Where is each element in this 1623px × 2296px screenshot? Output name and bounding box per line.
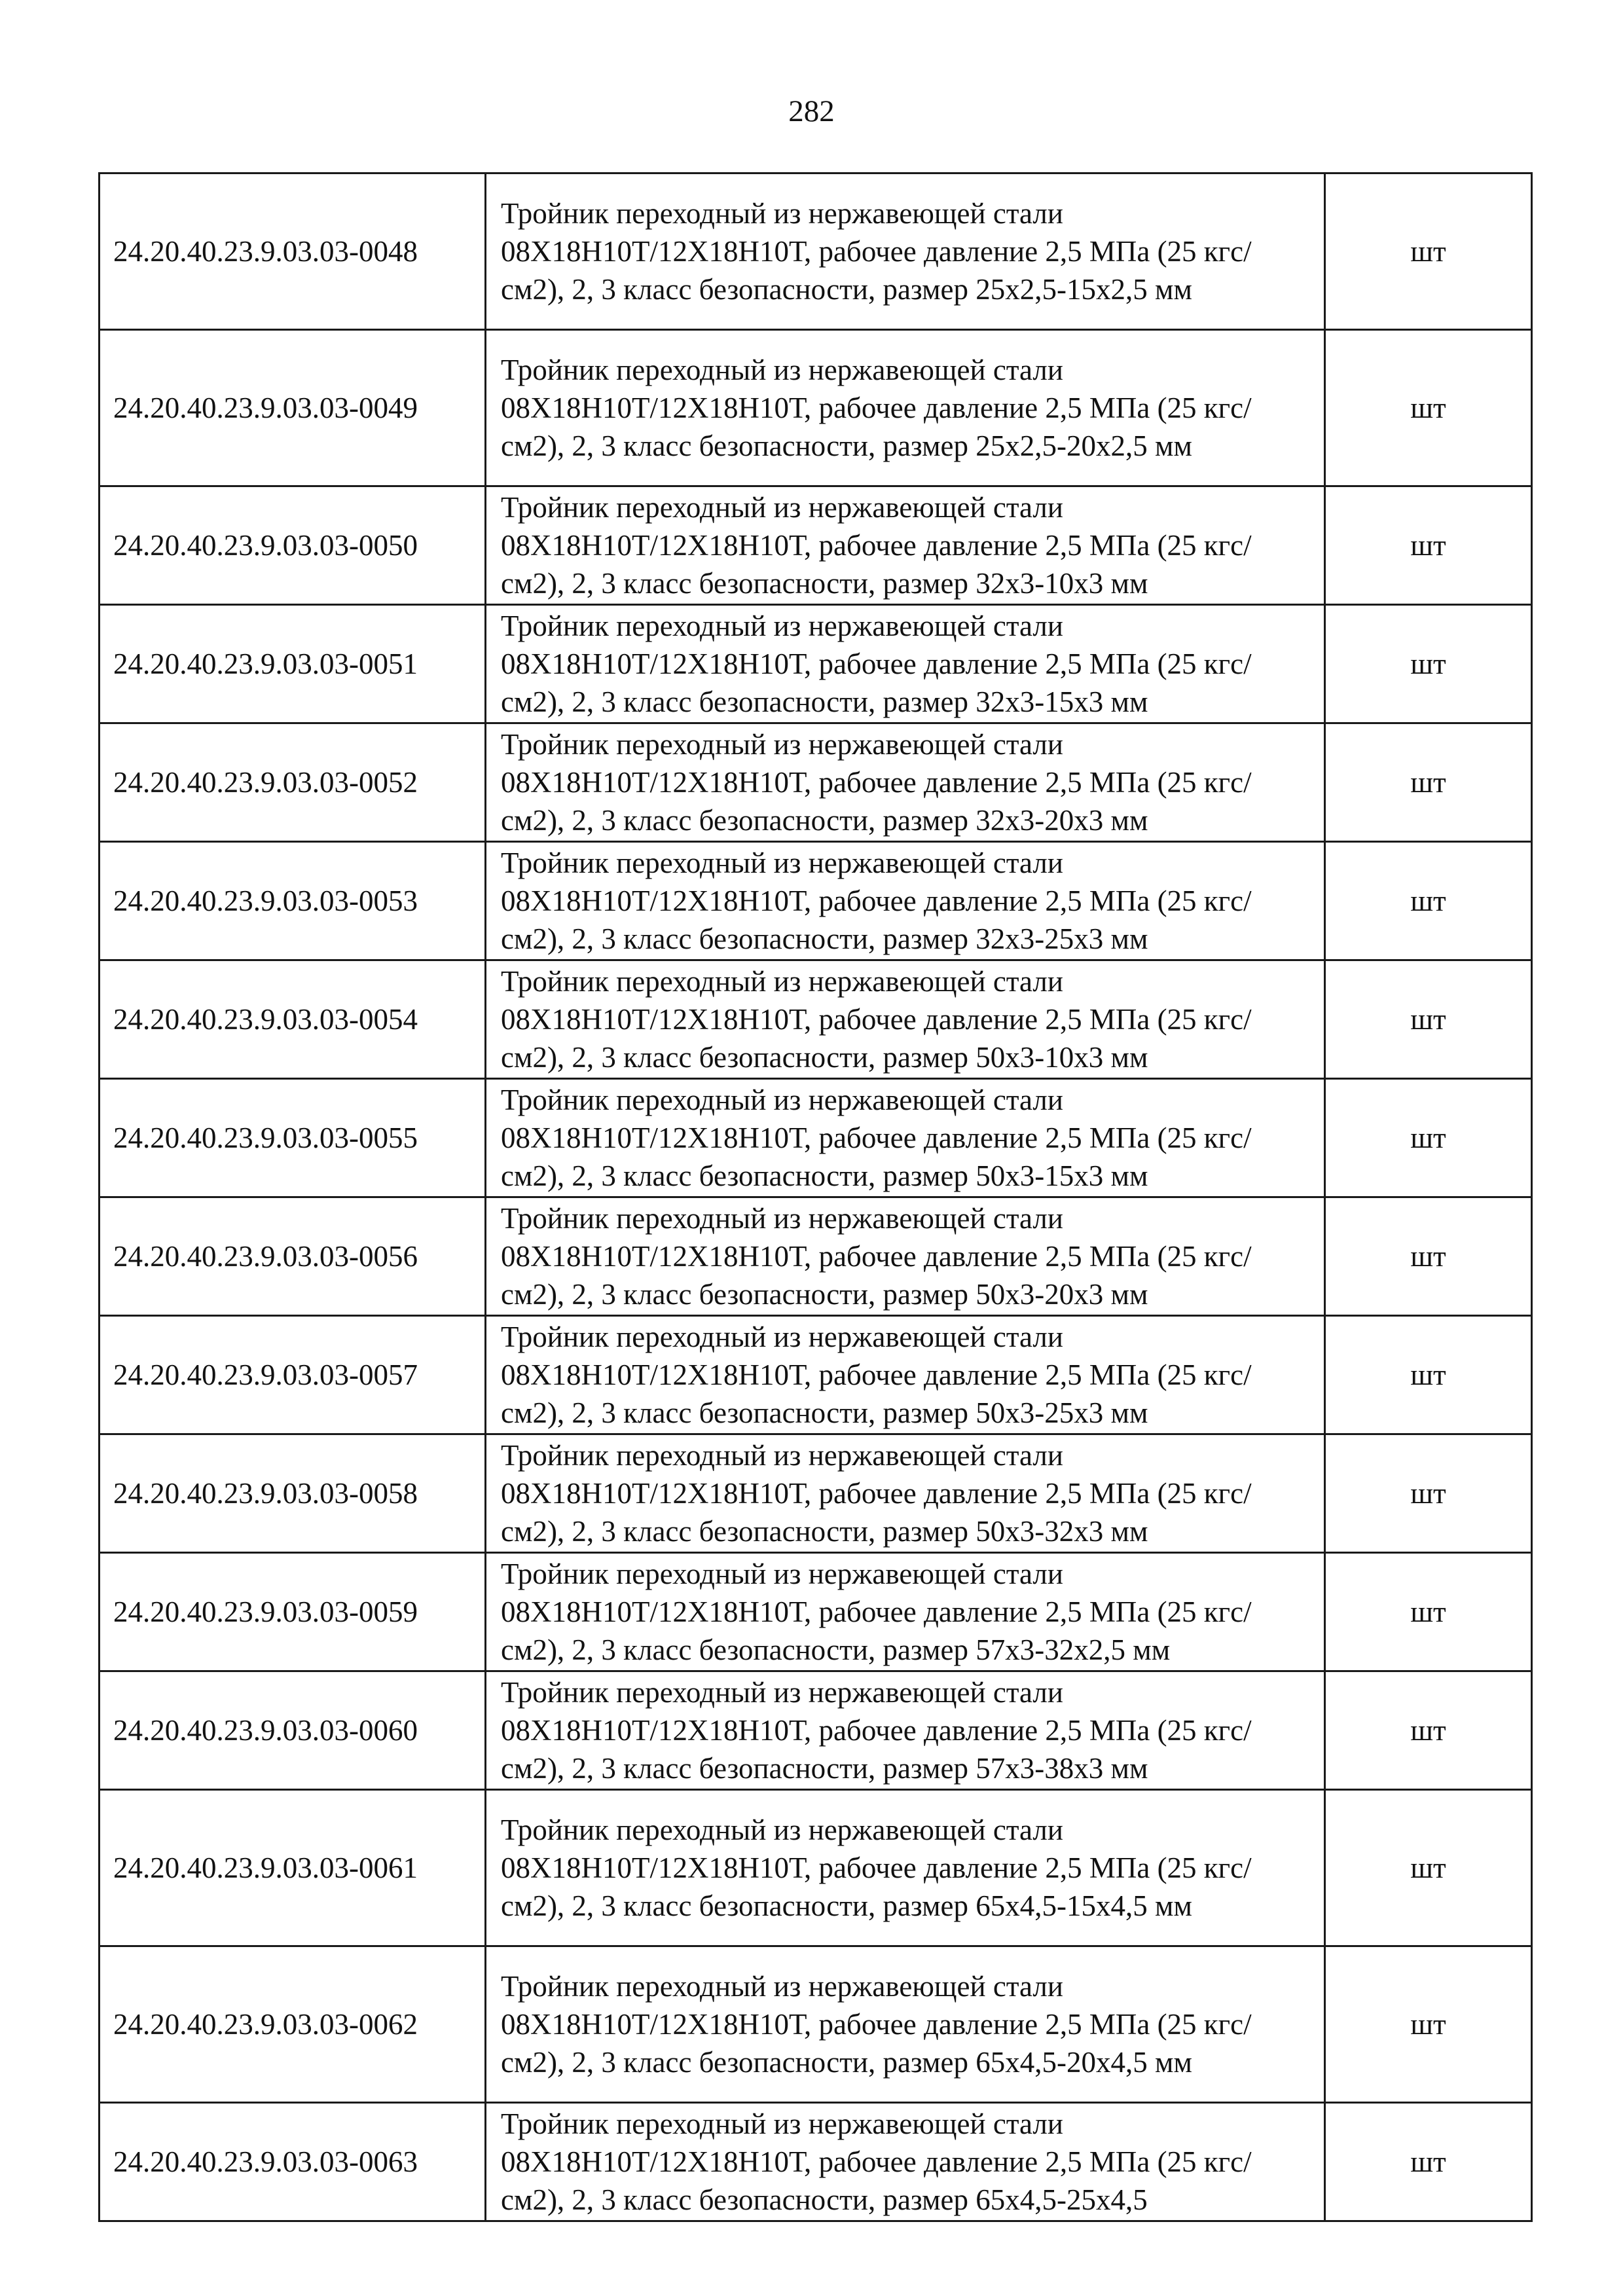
item-unit: шт [1325, 1197, 1532, 1316]
item-code: 24.20.40.23.9.03.03-0060 [100, 1671, 486, 1790]
item-code: 24.20.40.23.9.03.03-0063 [100, 2103, 486, 2221]
item-unit: шт [1325, 960, 1532, 1079]
item-description: Тройник переходный из нержавеющей стали 08Х18Н10Т/12Х18Н10Т, рабочее давление 2,5 МПа (25 кгс/см2), 2, 3 класс безопасности, размер 25х2,5-15х2,5 мм [486, 173, 1325, 330]
item-description: Тройник переходный из нержавеющей стали 08Х18Н10Т/12Х18Н10Т, рабочее давление 2,5 МПа (25 кгс/см2), 2, 3 класс безопасности, размер 65х4,5-15х4,5 мм [486, 1790, 1325, 1946]
item-code: 24.20.40.23.9.03.03-0057 [100, 1316, 486, 1434]
table-row [100, 2103, 1532, 2221]
item-unit: шт [1325, 1316, 1532, 1434]
item-code: 24.20.40.23.9.03.03-0058 [100, 1434, 486, 1553]
item-code: 24.20.40.23.9.03.03-0056 [100, 1197, 486, 1316]
item-unit: шт [1325, 605, 1532, 723]
item-unit: шт [1325, 1079, 1532, 1197]
table-row [100, 1790, 1532, 1946]
table-row [100, 173, 1532, 330]
item-description: Тройник переходный из нержавеющей стали 08Х18Н10Т/12Х18Н10Т, рабочее давление 2,5 МПа (25 кгс/см2), 2, 3 класс безопасности, размер 50х3-20х3 мм [486, 1197, 1325, 1316]
item-code: 24.20.40.23.9.03.03-0051 [100, 605, 486, 723]
item-description: Тройник переходный из нержавеющей стали 08Х18Н10Т/12Х18Н10Т, рабочее давление 2,5 МПа (25 кгс/см2), 2, 3 класс безопасности, размер 57х3-38х3 мм [486, 1671, 1325, 1790]
table-row [100, 1316, 1532, 1434]
item-unit: шт [1325, 1434, 1532, 1553]
table-row [100, 1671, 1532, 1790]
item-description: Тройник переходный из нержавеющей стали 08Х18Н10Т/12Х18Н10Т, рабочее давление 2,5 МПа (25 кгс/см2), 2, 3 класс безопасности, размер 50х3-25х3 мм [486, 1316, 1325, 1434]
item-description: Тройник переходный из нержавеющей стали 08Х18Н10Т/12Х18Н10Т, рабочее давление 2,5 МПа (25 кгс/см2), 2, 3 класс безопасности, размер 32х3-20х3 мм [486, 723, 1325, 842]
item-description: Тройник переходный из нержавеющей стали 08Х18Н10Т/12Х18Н10Т, рабочее давление 2,5 МПа (25 кгс/см2), 2, 3 класс безопасности, размер 57х3-32х2,5 мм [486, 1553, 1325, 1671]
item-unit: шт [1325, 173, 1532, 330]
item-unit: шт [1325, 1790, 1532, 1946]
table-row [100, 1079, 1532, 1197]
item-unit: шт [1325, 842, 1532, 960]
item-code: 24.20.40.23.9.03.03-0053 [100, 842, 486, 960]
table-row [100, 960, 1532, 1079]
item-unit: шт [1325, 1946, 1532, 2103]
table-row [100, 1434, 1532, 1553]
item-unit: шт [1325, 723, 1532, 842]
item-unit: шт [1325, 1671, 1532, 1790]
item-description: Тройник переходный из нержавеющей стали 08Х18Н10Т/12Х18Н10Т, рабочее давление 2,5 МПа (25 кгс/см2), 2, 3 класс безопасности, размер 32х3-10х3 мм [486, 486, 1325, 605]
table-row [100, 486, 1532, 605]
item-description: Тройник переходный из нержавеющей стали 08Х18Н10Т/12Х18Н10Т, рабочее давление 2,5 МПа (25 кгс/см2), 2, 3 класс безопасности, размер 65х4,5-20х4,5 мм [486, 1946, 1325, 2103]
item-code: 24.20.40.23.9.03.03-0052 [100, 723, 486, 842]
item-code: 24.20.40.23.9.03.03-0054 [100, 960, 486, 1079]
table-row [100, 330, 1532, 486]
item-unit: шт [1325, 486, 1532, 605]
item-unit: шт [1325, 2103, 1532, 2221]
item-code: 24.20.40.23.9.03.03-0059 [100, 1553, 486, 1671]
item-description: Тройник переходный из нержавеющей стали 08Х18Н10Т/12Х18Н10Т, рабочее давление 2,5 МПа (25 кгс/см2), 2, 3 класс безопасности, размер 32х3-15х3 мм [486, 605, 1325, 723]
item-description: Тройник переходный из нержавеющей стали 08Х18Н10Т/12Х18Н10Т, рабочее давление 2,5 МПа (25 кгс/см2), 2, 3 класс безопасности, размер 50х3-32х3 мм [486, 1434, 1325, 1553]
page-number: 282 [788, 94, 835, 128]
item-code: 24.20.40.23.9.03.03-0062 [100, 1946, 486, 2103]
item-code: 24.20.40.23.9.03.03-0055 [100, 1079, 486, 1197]
item-description: Тройник переходный из нержавеющей стали 08Х18Н10Т/12Х18Н10Т, рабочее давление 2,5 МПа (25 кгс/см2), 2, 3 класс безопасности, размер 50х3-10х3 мм [486, 960, 1325, 1079]
item-description: Тройник переходный из нержавеющей стали 08Х18Н10Т/12Х18Н10Т, рабочее давление 2,5 МПа (25 кгс/см2), 2, 3 класс безопасности, размер 50х3-15х3 мм [486, 1079, 1325, 1197]
item-code: 24.20.40.23.9.03.03-0050 [100, 486, 486, 605]
table-row [100, 1553, 1532, 1671]
table-row [100, 1197, 1532, 1316]
item-unit: шт [1325, 1553, 1532, 1671]
catalog-table [98, 172, 1533, 2222]
table-row [100, 1946, 1532, 2103]
table-row [100, 842, 1532, 960]
item-unit: шт [1325, 330, 1532, 486]
item-code: 24.20.40.23.9.03.03-0049 [100, 330, 486, 486]
table-row [100, 605, 1532, 723]
item-description: Тройник переходный из нержавеющей стали 08Х18Н10Т/12Х18Н10Т, рабочее давление 2,5 МПа (25 кгс/см2), 2, 3 класс безопасности, размер 32х3-25х3 мм [486, 842, 1325, 960]
table-row [100, 723, 1532, 842]
item-code: 24.20.40.23.9.03.03-0048 [100, 173, 486, 330]
item-description: Тройник переходный из нержавеющей стали 08Х18Н10Т/12Х18Н10Т, рабочее давление 2,5 МПа (25 кгс/см2), 2, 3 класс безопасности, размер 65х4,5-25х4,5 [486, 2103, 1325, 2221]
item-code: 24.20.40.23.9.03.03-0061 [100, 1790, 486, 1946]
item-description: Тройник переходный из нержавеющей стали 08Х18Н10Т/12Х18Н10Т, рабочее давление 2,5 МПа (25 кгс/см2), 2, 3 класс безопасности, размер 25х2,5-20х2,5 мм [486, 330, 1325, 486]
